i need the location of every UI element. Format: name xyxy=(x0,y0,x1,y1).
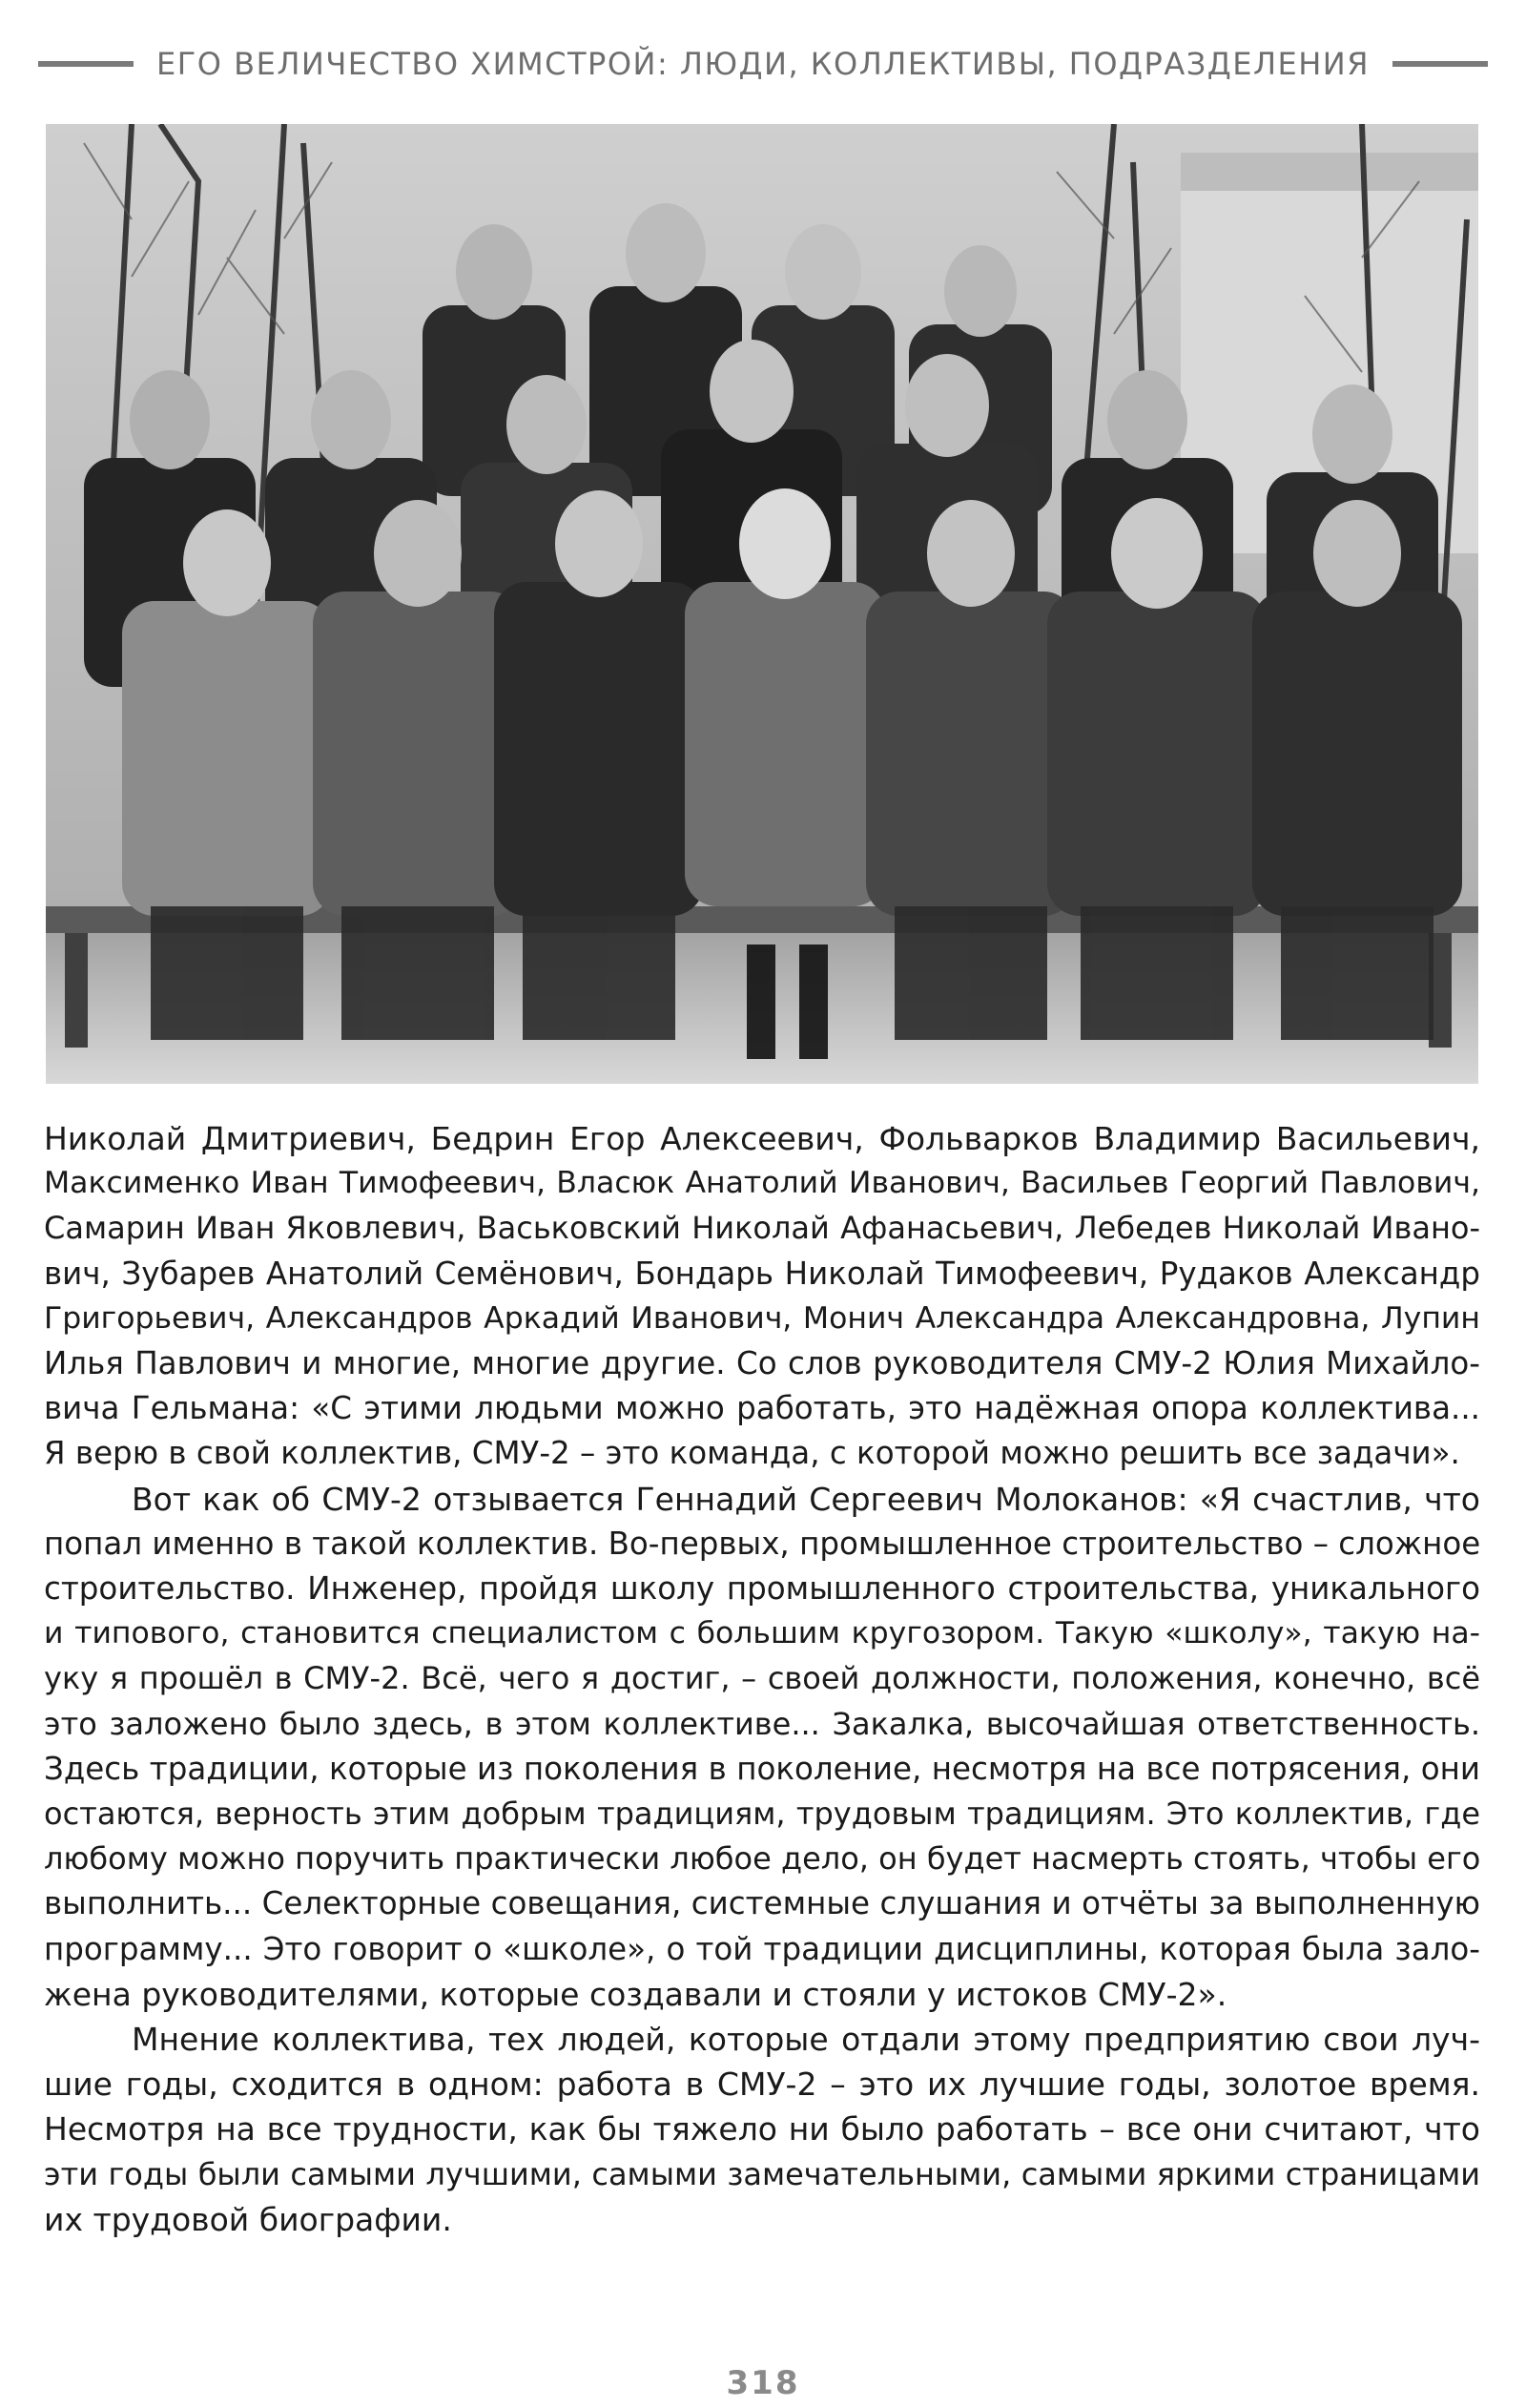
body-line: уку я прошёл в СМУ-2. Всё, чего я достиг, – своей должности, положения, конечно, всё xyxy=(44,1660,1480,1697)
body-line: остаются, верность этим добрым традициям, трудовым традициям. Это коллектив, где xyxy=(44,1796,1480,1833)
body-line: попал именно в такой коллектив. Во-первых, промышленное строительство – сложное xyxy=(44,1525,1481,1562)
body-line: Я верю в свой коллектив, СМУ-2 – это команда, с которой можно решить все задачи». xyxy=(44,1435,1460,1472)
group-photo-illustration xyxy=(46,124,1478,1084)
running-head-rule-right xyxy=(1392,61,1488,67)
body-line: программу... Это говорит о «школе», о той традиции дисциплины, которая была зало- xyxy=(44,1930,1480,1967)
body-line: Максименко Иван Тимофеевич, Власюк Анатолий Иванович, Васильев Георгий Павлович, xyxy=(44,1166,1480,1201)
body-line: это заложено было здесь, в этом коллективе... Закалка, высочайшая ответственность. xyxy=(44,1705,1480,1742)
body-line: Мнение коллектива, тех людей, которые отдали этому предприятию свои луч- xyxy=(132,2021,1480,2059)
body-text xyxy=(44,1116,1480,2242)
body-line: Вот как об СМУ-2 отзывается Геннадий Сергеевич Молоканов: «Я счастлив, что xyxy=(132,1480,1480,1518)
running-head-title: ЕГО ВЕЛИЧЕСТВО ХИМСТРОЙ: ЛЮДИ, КОЛЛЕКТИВЫ, ПОДРАЗДЕЛЕНИЯ xyxy=(156,46,1370,82)
body-line: строительство. Инженер, пройдя школу промышленного строительства, уникального xyxy=(44,1570,1480,1608)
body-line: выполнить... Селекторные совещания, системные слушания и отчёты за выполненную xyxy=(44,1885,1480,1922)
page-number: 318 xyxy=(726,2364,800,2402)
body-line: Несмотря на все трудности, как бы тяжело ни было работать – все они считают, что xyxy=(44,2110,1480,2149)
body-line: их трудовой биографии. xyxy=(44,2200,452,2238)
running-head-rule-left xyxy=(38,61,134,67)
body-line: вича Гельмана: «С этими людьми можно работать, это надёжная опора коллектива... xyxy=(44,1390,1480,1427)
running-head xyxy=(38,40,1488,88)
body-line: вич, Зубарев Анатолий Семёнович, Бондарь Николай Тимофеевич, Рудаков Александр xyxy=(44,1255,1480,1292)
body-line: жена руководителями, которые создавали и стояли у истоков СМУ-2». xyxy=(44,1975,1227,2013)
body-line: Самарин Иван Яковлевич, Васьковский Николай Афанасьевич, Лебедев Николай Ивано- xyxy=(44,1210,1480,1247)
body-line: Здесь традиции, которые из поколения в поколение, несмотря на все потрясения, они xyxy=(44,1750,1480,1787)
body-line: Илья Павлович и многие, многие другие. Со слов руководителя СМУ-2 Юлия Михайло- xyxy=(44,1345,1480,1382)
body-line: шие годы, сходится в одном: работа в СМУ-2 – это их лучшие годы, золотое время. xyxy=(44,2065,1480,2104)
body-line: эти годы были самыми лучшими, самыми замечательными, самыми яркими страницами xyxy=(44,2155,1480,2192)
body-line: Григорьевич, Александров Аркадий Иванович, Монич Александра Александровна, Лупин xyxy=(44,1300,1480,1336)
body-line: и типового, становится специалистом с большим кругозором. Такую «школу», такую на- xyxy=(44,1616,1480,1651)
body-line: любому можно поручить практически любое дело, он будет насмерть стоять, чтобы его xyxy=(44,1840,1481,1878)
group-photo xyxy=(46,124,1478,1084)
body-line: Николай Дмитриевич, Бедрин Егор Алексеевич, Фольварков Владимир Васильевич, xyxy=(44,1120,1480,1157)
